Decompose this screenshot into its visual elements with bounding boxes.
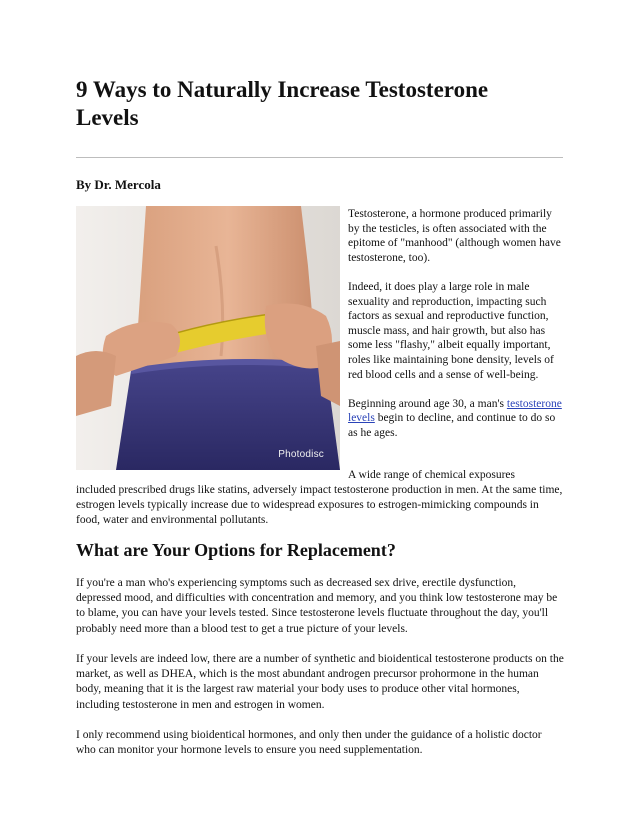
section-paragraph-2: If your levels are indeed low, there are a number of synthetic and bioidentical testosterone products on the market, as well as DHEA, which is the most abundant androgen precursor prohormone in the human body, meaning that it is the largest raw material your body uses to produce other vital hormones, including testosterone in men and estrogen in women. [76, 653, 564, 711]
paragraph-3-text-start: Beginning around age 30, a man's [348, 397, 507, 410]
intro-paragraph-3 [348, 397, 564, 441]
intro-paragraph-2: Indeed, it does play a large role in male sexuality and reproduction, impacting such factors as sexual and reproductive function, muscle mass, and hair growth, but also has some less "flashy," albeit equally important, roles like maintaining bone density, levels of red blood cells and a sense of well-being. [348, 280, 554, 381]
title-divider [76, 157, 563, 158]
photo-illustration [76, 206, 340, 470]
paragraph-3-text-end: begin to decline, and continue to do so as he ages. [348, 412, 556, 439]
section-paragraph-3: I only recommend using bioidentical hormones, and only then under the guidance of a holistic doctor who can monitor your hormone levels to ensure you need supplementation. [76, 729, 542, 757]
paragraph-4-text: included prescribed drugs like statins, adversely impact testosterone production in men. At the same time, estrogen levels typically increase due to widespread exposures to estrogen-mimicking compounds in food, water and environmental pollutants. [76, 484, 563, 527]
intro-paragraph-1: Testosterone, a hormone produced primarily by the testicles, is often associated with the epitome of "manhood" (although women have testosterone, too). [348, 208, 561, 264]
section-body [76, 576, 564, 774]
intro-column [348, 207, 564, 455]
section-heading: What are Your Options for Replacement? [76, 540, 396, 560]
waist-measuring-photo [76, 206, 340, 470]
section-paragraph-1: If you're a man who's experiencing symptoms such as decreased sex drive, erectile dysfunction, depressed mood, and difficulties with concentration and memory, and you think low testosterone may be to blame, you can have your levels tested. Since testosterone levels fluctuate throughout the day, you'll probably need more than a blood test to get a true picture of your levels. [76, 577, 558, 635]
article-title: 9 Ways to Naturally Increase Testosterone Levels [76, 77, 489, 130]
testosterone-levels-link[interactable]: testosterone levels [348, 397, 562, 425]
paragraph-4-continued [76, 483, 564, 544]
paragraph-4-start: A wide range of chemical exposures [348, 469, 516, 481]
byline: By Dr. Mercola [76, 177, 161, 192]
photo-credit: Photodisc [278, 449, 324, 460]
